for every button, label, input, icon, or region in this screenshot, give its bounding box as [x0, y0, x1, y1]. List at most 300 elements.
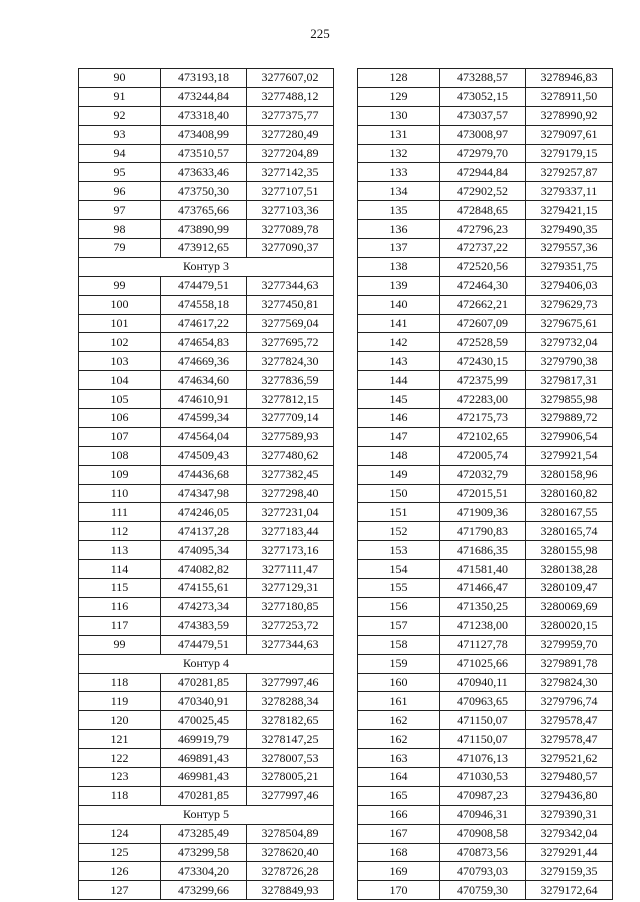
- point-number-cell: 164: [358, 767, 440, 786]
- y-coordinate-cell: 3277180,85: [247, 597, 334, 616]
- point-number-cell: 143: [358, 352, 440, 371]
- x-coordinate-cell: 473052,15: [440, 87, 526, 106]
- point-number-cell: 113: [79, 541, 161, 560]
- point-number-cell: 102: [79, 333, 161, 352]
- table-row: [79, 711, 334, 730]
- y-coordinate-cell: 3279824,30: [526, 673, 613, 692]
- table-row: [79, 446, 334, 465]
- x-coordinate-cell: 474347,98: [161, 484, 247, 503]
- table-row: [79, 503, 334, 522]
- point-number-cell: 139: [358, 276, 440, 295]
- x-coordinate-cell: 470281,85: [161, 673, 247, 692]
- x-coordinate-cell: 474137,28: [161, 522, 247, 541]
- table-row: [358, 522, 613, 541]
- table-row: [358, 767, 613, 786]
- x-coordinate-cell: 472607,09: [440, 314, 526, 333]
- y-coordinate-cell: 3279959,70: [526, 635, 613, 654]
- point-number-cell: 165: [358, 786, 440, 805]
- y-coordinate-cell: 3279578,47: [526, 730, 613, 749]
- point-number-cell: 150: [358, 484, 440, 503]
- y-coordinate-cell: 3280158,96: [526, 465, 613, 484]
- table-row: [79, 522, 334, 541]
- y-coordinate-cell: 3277090,37: [247, 239, 334, 258]
- point-number-cell: 126: [79, 862, 161, 881]
- x-coordinate-cell: 474617,22: [161, 314, 247, 333]
- x-coordinate-cell: 472283,00: [440, 390, 526, 409]
- x-coordinate-cell: 471581,40: [440, 560, 526, 579]
- x-coordinate-cell: 471466,47: [440, 579, 526, 598]
- y-coordinate-cell: 3277129,31: [247, 579, 334, 598]
- y-coordinate-cell: 3277997,46: [247, 673, 334, 692]
- table-row: [79, 767, 334, 786]
- y-coordinate-cell: 3280160,82: [526, 484, 613, 503]
- table-row: [358, 654, 613, 673]
- point-number-cell: 131: [358, 125, 440, 144]
- y-coordinate-cell: 3278726,28: [247, 862, 334, 881]
- y-coordinate-cell: 3280069,69: [526, 597, 613, 616]
- y-coordinate-cell: 3279172,64: [526, 881, 613, 900]
- x-coordinate-cell: 471127,78: [440, 635, 526, 654]
- table-row: [79, 635, 334, 654]
- point-number-cell: 105: [79, 390, 161, 409]
- x-coordinate-cell: 470908,58: [440, 824, 526, 843]
- point-number-cell: 119: [79, 692, 161, 711]
- y-coordinate-cell: 3279179,15: [526, 144, 613, 163]
- point-number-cell: 148: [358, 446, 440, 465]
- point-number-cell: 132: [358, 144, 440, 163]
- table-row: [358, 163, 613, 182]
- table-row: [358, 597, 613, 616]
- table-row: [79, 560, 334, 579]
- point-number-cell: 159: [358, 654, 440, 673]
- x-coordinate-cell: 474599,34: [161, 409, 247, 428]
- x-coordinate-cell: 470340,91: [161, 692, 247, 711]
- x-coordinate-cell: 472979,70: [440, 144, 526, 163]
- table-body-right: [358, 69, 613, 900]
- table-row: [79, 692, 334, 711]
- y-coordinate-cell: 3277589,93: [247, 427, 334, 446]
- x-coordinate-cell: 474654,83: [161, 333, 247, 352]
- x-coordinate-cell: 473299,66: [161, 881, 247, 900]
- x-coordinate-cell: 473008,97: [440, 125, 526, 144]
- point-number-cell: 147: [358, 427, 440, 446]
- table-row: [79, 220, 334, 239]
- table-row: [358, 87, 613, 106]
- x-coordinate-cell: 471150,07: [440, 730, 526, 749]
- table-row: [358, 352, 613, 371]
- point-number-cell: 114: [79, 560, 161, 579]
- table-row: [358, 257, 613, 276]
- point-number-cell: 170: [358, 881, 440, 900]
- table-row: [79, 465, 334, 484]
- table-row: [79, 749, 334, 768]
- point-number-cell: 157: [358, 616, 440, 635]
- x-coordinate-cell: 474082,82: [161, 560, 247, 579]
- table-row: [358, 446, 613, 465]
- table-row: [79, 390, 334, 409]
- y-coordinate-cell: 3279342,04: [526, 824, 613, 843]
- table-row: [79, 295, 334, 314]
- x-coordinate-cell: 473408,99: [161, 125, 247, 144]
- table-row: [358, 295, 613, 314]
- table-row: [358, 616, 613, 635]
- table-row: [358, 69, 613, 88]
- y-coordinate-cell: 3277089,78: [247, 220, 334, 239]
- y-coordinate-cell: 3279257,87: [526, 163, 613, 182]
- point-number-cell: 98: [79, 220, 161, 239]
- y-coordinate-cell: 3279732,04: [526, 333, 613, 352]
- point-number-cell: 120: [79, 711, 161, 730]
- y-coordinate-cell: 3279891,78: [526, 654, 613, 673]
- y-coordinate-cell: 3279796,74: [526, 692, 613, 711]
- y-coordinate-cell: 3279790,38: [526, 352, 613, 371]
- table-row: [358, 106, 613, 125]
- table-row: [358, 314, 613, 333]
- point-number-cell: 167: [358, 824, 440, 843]
- x-coordinate-cell: 472662,21: [440, 295, 526, 314]
- point-number-cell: 93: [79, 125, 161, 144]
- x-coordinate-cell: 472005,74: [440, 446, 526, 465]
- table-row: [79, 352, 334, 371]
- table-row: [79, 163, 334, 182]
- x-coordinate-cell: 469981,43: [161, 767, 247, 786]
- x-coordinate-cell: 470873,56: [440, 843, 526, 862]
- table-row: [358, 465, 613, 484]
- x-coordinate-cell: 470281,85: [161, 786, 247, 805]
- x-coordinate-cell: 470759,30: [440, 881, 526, 900]
- x-coordinate-cell: 472796,23: [440, 220, 526, 239]
- y-coordinate-cell: 3277382,45: [247, 465, 334, 484]
- table-row: [358, 427, 613, 446]
- point-number-cell: 162: [358, 711, 440, 730]
- point-number-cell: 137: [358, 239, 440, 258]
- y-coordinate-cell: 3280167,55: [526, 503, 613, 522]
- table-row: [79, 106, 334, 125]
- y-coordinate-cell: 3279436,80: [526, 786, 613, 805]
- point-number-cell: 101: [79, 314, 161, 333]
- x-coordinate-cell: 474246,05: [161, 503, 247, 522]
- y-coordinate-cell: 3277204,89: [247, 144, 334, 163]
- table-row: [358, 805, 613, 824]
- table-row: [358, 239, 613, 258]
- y-coordinate-cell: 3277836,59: [247, 371, 334, 390]
- table-row: [358, 579, 613, 598]
- x-coordinate-cell: 471790,83: [440, 522, 526, 541]
- x-coordinate-cell: 473304,20: [161, 862, 247, 881]
- point-number-cell: 117: [79, 616, 161, 635]
- point-number-cell: 135: [358, 201, 440, 220]
- table-row: [358, 862, 613, 881]
- table-row: [358, 503, 613, 522]
- y-coordinate-cell: 3279629,73: [526, 295, 613, 314]
- y-coordinate-cell: 3277298,40: [247, 484, 334, 503]
- y-coordinate-cell: 3277607,02: [247, 69, 334, 88]
- y-coordinate-cell: 3278288,34: [247, 692, 334, 711]
- y-coordinate-cell: 3277709,14: [247, 409, 334, 428]
- point-number-cell: 122: [79, 749, 161, 768]
- y-coordinate-cell: 3277253,72: [247, 616, 334, 635]
- y-coordinate-cell: 3277695,72: [247, 333, 334, 352]
- table-row: [79, 427, 334, 446]
- point-number-cell: 92: [79, 106, 161, 125]
- point-number-cell: 96: [79, 182, 161, 201]
- point-number-cell: 99: [79, 635, 161, 654]
- y-coordinate-cell: 3279855,98: [526, 390, 613, 409]
- x-coordinate-cell: 473244,84: [161, 87, 247, 106]
- x-coordinate-cell: 472375,99: [440, 371, 526, 390]
- y-coordinate-cell: 3279159,35: [526, 862, 613, 881]
- y-coordinate-cell: 3278182,65: [247, 711, 334, 730]
- y-coordinate-cell: 3279817,31: [526, 371, 613, 390]
- point-number-cell: 116: [79, 597, 161, 616]
- table-row: [358, 182, 613, 201]
- section-header: Контур 4: [79, 654, 334, 673]
- x-coordinate-cell: 473288,57: [440, 69, 526, 88]
- y-coordinate-cell: 3279291,44: [526, 843, 613, 862]
- table-row: [79, 881, 334, 900]
- section-header-row: [79, 257, 334, 276]
- table-row: [358, 484, 613, 503]
- point-number-cell: 146: [358, 409, 440, 428]
- table-row: [358, 730, 613, 749]
- page-number: 225: [310, 26, 330, 41]
- x-coordinate-cell: 470946,31: [440, 805, 526, 824]
- y-coordinate-cell: 3279521,62: [526, 749, 613, 768]
- x-coordinate-cell: 470940,11: [440, 673, 526, 692]
- table-row: [79, 371, 334, 390]
- table-row: [358, 371, 613, 390]
- table-row: [79, 144, 334, 163]
- point-number-cell: 124: [79, 824, 161, 843]
- point-number-cell: 169: [358, 862, 440, 881]
- y-coordinate-cell: 3278990,92: [526, 106, 613, 125]
- y-coordinate-cell: 3279421,15: [526, 201, 613, 220]
- y-coordinate-cell: 3278007,53: [247, 749, 334, 768]
- point-number-cell: 128: [358, 69, 440, 88]
- point-number-cell: 158: [358, 635, 440, 654]
- coordinates-table-right: [357, 68, 613, 900]
- point-number-cell: 155: [358, 579, 440, 598]
- point-number-cell: 142: [358, 333, 440, 352]
- x-coordinate-cell: 472848,65: [440, 201, 526, 220]
- x-coordinate-cell: 470963,65: [440, 692, 526, 711]
- table-row: [79, 239, 334, 258]
- table-row: [79, 182, 334, 201]
- section-header: Контур 3: [79, 257, 334, 276]
- y-coordinate-cell: 3279675,61: [526, 314, 613, 333]
- x-coordinate-cell: 474558,18: [161, 295, 247, 314]
- point-number-cell: 133: [358, 163, 440, 182]
- x-coordinate-cell: 472902,52: [440, 182, 526, 201]
- table-row: [358, 711, 613, 730]
- y-coordinate-cell: 3279337,11: [526, 182, 613, 201]
- point-number-cell: 136: [358, 220, 440, 239]
- y-coordinate-cell: 3278504,89: [247, 824, 334, 843]
- table-body-left: [79, 69, 334, 900]
- y-coordinate-cell: 3277183,44: [247, 522, 334, 541]
- table-row: [358, 125, 613, 144]
- table-row: [358, 333, 613, 352]
- y-coordinate-cell: 3280109,47: [526, 579, 613, 598]
- y-coordinate-cell: 3280138,28: [526, 560, 613, 579]
- table-row: [79, 69, 334, 88]
- point-number-cell: 94: [79, 144, 161, 163]
- table-row: [79, 597, 334, 616]
- y-coordinate-cell: 3280020,15: [526, 616, 613, 635]
- x-coordinate-cell: 474509,43: [161, 446, 247, 465]
- x-coordinate-cell: 472032,79: [440, 465, 526, 484]
- y-coordinate-cell: 3277997,46: [247, 786, 334, 805]
- y-coordinate-cell: 3277824,30: [247, 352, 334, 371]
- x-coordinate-cell: 474383,59: [161, 616, 247, 635]
- y-coordinate-cell: 3277375,77: [247, 106, 334, 125]
- point-number-cell: 115: [79, 579, 161, 598]
- x-coordinate-cell: 470793,03: [440, 862, 526, 881]
- y-coordinate-cell: 3277111,47: [247, 560, 334, 579]
- point-number-cell: 106: [79, 409, 161, 428]
- point-number-cell: 160: [358, 673, 440, 692]
- point-number-cell: 99: [79, 276, 161, 295]
- x-coordinate-cell: 472430,15: [440, 352, 526, 371]
- point-number-cell: 153: [358, 541, 440, 560]
- table-row: [79, 484, 334, 503]
- x-coordinate-cell: 473510,57: [161, 144, 247, 163]
- y-coordinate-cell: 3278620,40: [247, 843, 334, 862]
- table-row: [358, 220, 613, 239]
- x-coordinate-cell: 473633,46: [161, 163, 247, 182]
- y-coordinate-cell: 3279889,72: [526, 409, 613, 428]
- y-coordinate-cell: 3277280,49: [247, 125, 334, 144]
- point-number-cell: 168: [358, 843, 440, 862]
- y-coordinate-cell: 3277344,63: [247, 276, 334, 295]
- x-coordinate-cell: 473318,40: [161, 106, 247, 125]
- y-coordinate-cell: 3279390,31: [526, 805, 613, 824]
- point-number-cell: 166: [358, 805, 440, 824]
- table-row: [358, 201, 613, 220]
- point-number-cell: 111: [79, 503, 161, 522]
- x-coordinate-cell: 474479,51: [161, 276, 247, 295]
- point-number-cell: 108: [79, 446, 161, 465]
- point-number-cell: 109: [79, 465, 161, 484]
- x-coordinate-cell: 469919,79: [161, 730, 247, 749]
- x-coordinate-cell: 472102,65: [440, 427, 526, 446]
- x-coordinate-cell: 472737,22: [440, 239, 526, 258]
- x-coordinate-cell: 473765,66: [161, 201, 247, 220]
- x-coordinate-cell: 474436,68: [161, 465, 247, 484]
- x-coordinate-cell: 473037,57: [440, 106, 526, 125]
- table-row: [358, 144, 613, 163]
- point-number-cell: 163: [358, 749, 440, 768]
- y-coordinate-cell: 3279578,47: [526, 711, 613, 730]
- y-coordinate-cell: 3277569,04: [247, 314, 334, 333]
- point-number-cell: 140: [358, 295, 440, 314]
- x-coordinate-cell: 474634,60: [161, 371, 247, 390]
- table-row: [358, 409, 613, 428]
- x-coordinate-cell: 474095,34: [161, 541, 247, 560]
- x-coordinate-cell: 472944,84: [440, 163, 526, 182]
- table-row: [358, 635, 613, 654]
- table-row: [79, 409, 334, 428]
- table-row: [79, 333, 334, 352]
- point-number-cell: 134: [358, 182, 440, 201]
- y-coordinate-cell: 3277173,16: [247, 541, 334, 560]
- y-coordinate-cell: 3278911,50: [526, 87, 613, 106]
- table-row: [79, 276, 334, 295]
- table-row: [358, 843, 613, 862]
- y-coordinate-cell: 3279480,57: [526, 767, 613, 786]
- table-row: [79, 125, 334, 144]
- section-header-row: [79, 654, 334, 673]
- x-coordinate-cell: 471076,13: [440, 749, 526, 768]
- table-row: [79, 862, 334, 881]
- x-coordinate-cell: 473193,18: [161, 69, 247, 88]
- x-coordinate-cell: 472175,73: [440, 409, 526, 428]
- y-coordinate-cell: 3279490,35: [526, 220, 613, 239]
- x-coordinate-cell: 471030,53: [440, 767, 526, 786]
- y-coordinate-cell: 3277480,62: [247, 446, 334, 465]
- point-number-cell: 151: [358, 503, 440, 522]
- x-coordinate-cell: 473912,65: [161, 239, 247, 258]
- point-number-cell: 91: [79, 87, 161, 106]
- table-row: [79, 579, 334, 598]
- y-coordinate-cell: 3280165,74: [526, 522, 613, 541]
- point-number-cell: 162: [358, 730, 440, 749]
- point-number-cell: 154: [358, 560, 440, 579]
- x-coordinate-cell: 473285,49: [161, 824, 247, 843]
- x-coordinate-cell: 474155,61: [161, 579, 247, 598]
- coordinates-table-left: [78, 68, 334, 900]
- x-coordinate-cell: 473750,30: [161, 182, 247, 201]
- point-number-cell: 118: [79, 673, 161, 692]
- table-row: [79, 616, 334, 635]
- table-row: [79, 201, 334, 220]
- y-coordinate-cell: 3279097,61: [526, 125, 613, 144]
- x-coordinate-cell: 471909,36: [440, 503, 526, 522]
- point-number-cell: 127: [79, 881, 161, 900]
- x-coordinate-cell: 474564,04: [161, 427, 247, 446]
- x-coordinate-cell: 473299,58: [161, 843, 247, 862]
- y-coordinate-cell: 3278849,93: [247, 881, 334, 900]
- x-coordinate-cell: 470025,45: [161, 711, 247, 730]
- y-coordinate-cell: 3277231,04: [247, 503, 334, 522]
- point-number-cell: 144: [358, 371, 440, 390]
- point-number-cell: 145: [358, 390, 440, 409]
- x-coordinate-cell: 472528,59: [440, 333, 526, 352]
- table-row: [358, 749, 613, 768]
- point-number-cell: 130: [358, 106, 440, 125]
- x-coordinate-cell: 472464,30: [440, 276, 526, 295]
- y-coordinate-cell: 3279406,03: [526, 276, 613, 295]
- x-coordinate-cell: 471350,25: [440, 597, 526, 616]
- table-row: [358, 390, 613, 409]
- table-row: [358, 786, 613, 805]
- y-coordinate-cell: 3279557,36: [526, 239, 613, 258]
- y-coordinate-cell: 3279351,75: [526, 257, 613, 276]
- table-row: [79, 87, 334, 106]
- point-number-cell: 103: [79, 352, 161, 371]
- y-coordinate-cell: 3278147,25: [247, 730, 334, 749]
- table-row: [358, 673, 613, 692]
- y-coordinate-cell: 3277344,63: [247, 635, 334, 654]
- y-coordinate-cell: 3277103,36: [247, 201, 334, 220]
- table-row: [79, 730, 334, 749]
- y-coordinate-cell: 3277142,35: [247, 163, 334, 182]
- x-coordinate-cell: 471686,35: [440, 541, 526, 560]
- table-row: [79, 673, 334, 692]
- point-number-cell: 100: [79, 295, 161, 314]
- table-row: [79, 786, 334, 805]
- point-number-cell: 149: [358, 465, 440, 484]
